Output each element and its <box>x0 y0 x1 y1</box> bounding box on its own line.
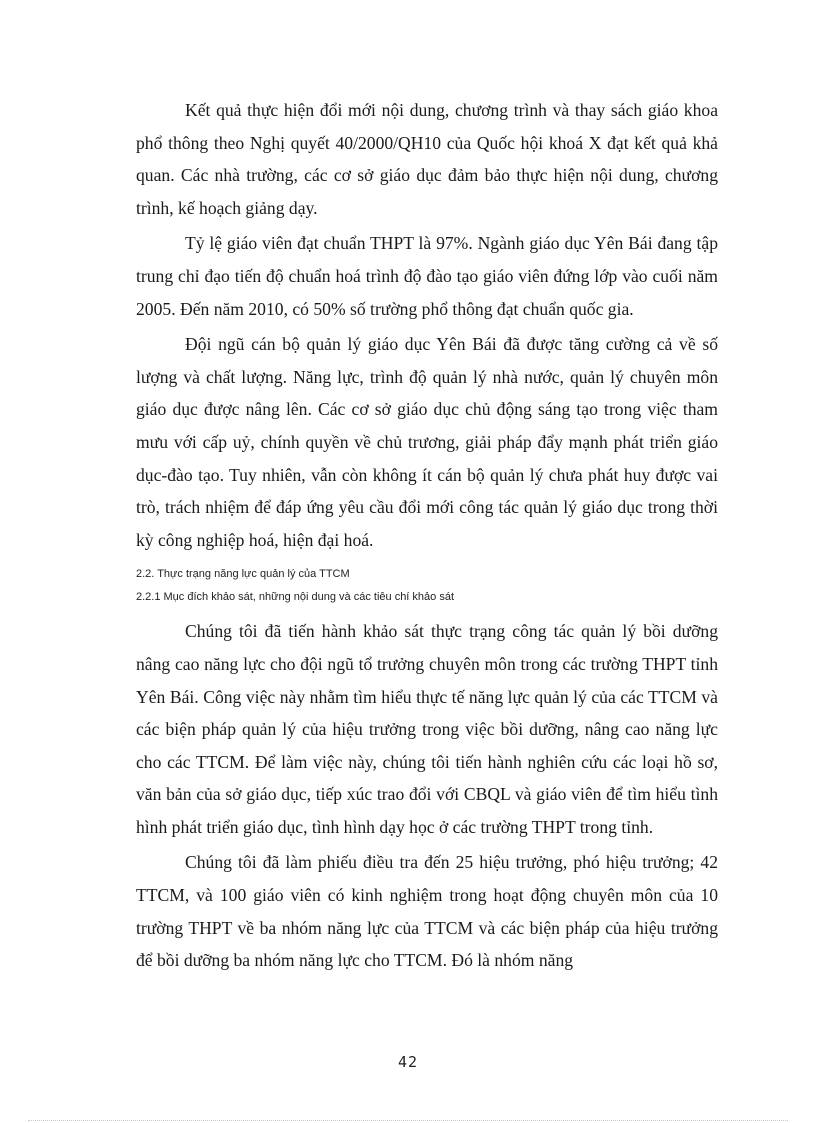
subsection-heading: 2.2.1 Mục đích khảo sát, những nội dung và các tiêu chí khảo sát <box>136 591 455 604</box>
paragraph-survey-participants: Chúng tôi đã làm phiếu điều tra đến 25 hiệu trưởng, phó hiệu trưởng; 42 TTCM, và 100 giáo viên có kinh nghiệm trong hoạt động chuyên môn của 10 trường THPT về ba nhóm năng lực của TTCM và các biện pháp của hiệu trưởng để bồi dưỡng ba nhóm năng lực cho TTCM. Đó là nhóm năng <box>136 852 718 971</box>
document-body <box>136 94 718 977</box>
section-heading: 2.2. Thực trạng năng lực quản lý của TTCM <box>136 568 350 581</box>
page-number: 42 <box>397 1053 419 1071</box>
paragraph-teacher-standards: Tỷ lệ giáo viên đạt chuẩn THPT là 97%. Ngành giáo dục Yên Bái đang tập trung chỉ đạo tiến độ chuẩn hoá trình độ đào tạo giáo viên đứng lớp vào cuối năm 2005. Đến năm 2010, có 50% số trường phổ thông đạt chuẩn quốc gia. <box>136 233 718 319</box>
paragraph-curriculum-results: Kết quả thực hiện đổi mới nội dung, chương trình và thay sách giáo khoa phổ thông theo Nghị quyết 40/2000/QH10 của Quốc hội khoá X đạt kết quả khả quan. Các nhà trường, các cơ sở giáo dục đảm bảo thực hiện nội dung, chương trình, kế hoạch giảng dạy. <box>136 100 718 218</box>
page-bottom-divider <box>28 1120 788 1121</box>
paragraph-survey-description: Chúng tôi đã tiến hành khảo sát thực trạng công tác quản lý bồi dưỡng nâng cao năng lực cho đội ngũ tổ trưởng chuyên môn trong các trường THPT tỉnh Yên Bái. Công việc này nhằm tìm hiểu thực tế năng lực quản lý của các TTCM và các biện pháp quản lý của hiệu trưởng trong việc bồi dưỡng, nâng cao năng lực cho các TTCM. Để làm việc này, chúng tôi tiến hành nghiên cứu các loại hồ sơ, văn bản của sở giáo dục, tiếp xúc trao đổi với CBQL và giáo viên để tìm hiểu tình hình phát triển giáo dục, tình hình dạy học ở các trường THPT trong tỉnh. <box>136 621 718 837</box>
paragraph-management-staff: Đội ngũ cán bộ quản lý giáo dục Yên Bái đã được tăng cường cả về số lượng và chất lượng. Năng lực, trình độ quản lý nhà nước, quản lý chuyên môn giáo dục được nâng lên. Các cơ sở giáo dục chủ động sáng tạo trong việc tham mưu với cấp uỷ, chính quyền về chủ trương, giải pháp đẩy mạnh phát triển giáo dục-đào tạo. Tuy nhiên, vẫn còn không ít cán bộ quản lý chưa phát huy được vai trò, trách nhiệm để đáp ứng yêu cầu đổi mới công tác quản lý giáo dục trong thời kỳ công nghiệp hoá, hiện đại hoá. <box>136 334 718 550</box>
